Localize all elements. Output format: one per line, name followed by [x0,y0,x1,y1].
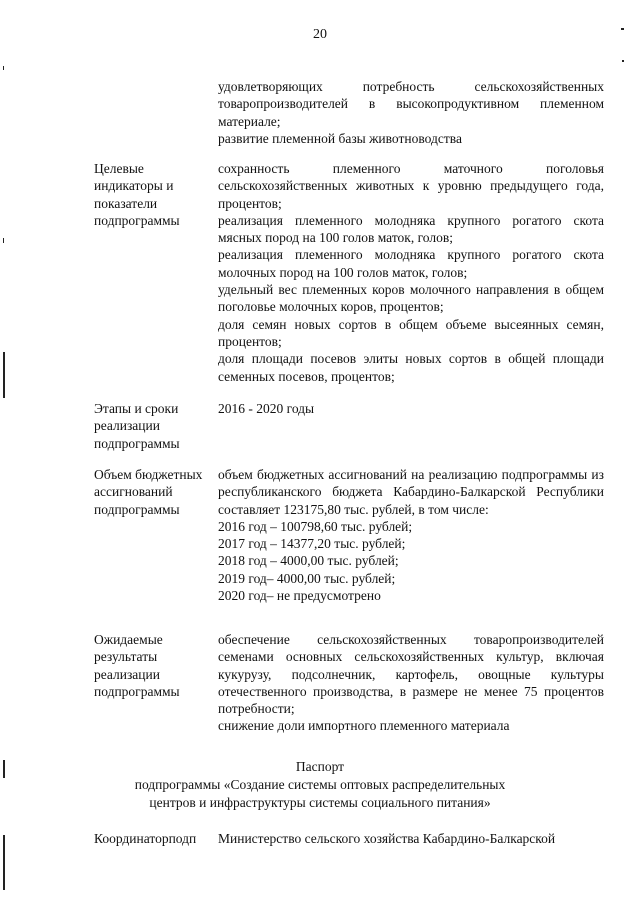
row-label: Координаторподп [94,831,197,846]
passport-subtitle-line1: подпрограммы «Создание системы оптовых распределительных [134,777,506,792]
list-item: удельный вес племенных коров молочного направления в общем поголовье молочных коров, процентов; [218,282,604,315]
scan-mark [3,238,4,243]
row-coordinator [94,830,610,847]
list-item: снижение доли импортного племенного материала [218,718,510,734]
scan-mark [3,835,5,890]
row-content [218,78,604,147]
list-item: развитие племенной базы животноводства [218,130,462,146]
row-content [218,400,604,417]
scan-mark [622,60,624,62]
row-content: Министерство сельского хозяйства Кабардино-Балкарской [218,831,556,846]
scan-mark [3,760,5,778]
list-item: 2019 год– 4000,00 тыс. рублей; [218,570,396,586]
row-label: Этапы и сроки реализации подпрограммы [94,401,180,451]
list-item: доля семян новых сортов в общем объеме высеянных семян, процентов; [218,316,604,349]
list-item: доля площади посевов элиты новых сортов в общей площади семенных посевов, процентов; [218,351,604,384]
list-item: сохранность племенного маточного поголовья сельскохозяйственных животных к уровню предыдущего года, процентов; [218,161,604,211]
list-item: 2018 год – 4000,00 тыс. рублей; [218,553,399,569]
list-item: 2020 год– не предусмотрено [218,588,381,604]
row-content [218,631,604,735]
row-content [218,466,604,604]
scan-mark [3,66,4,70]
row-content [218,160,604,385]
list-item: удовлетворяющих потребность сельскохозяйственных товаропроизводителей в высокопродуктивном племенном материале; [218,79,604,129]
page-number: 20 [313,27,327,42]
list-item: реализация племенного молодняка крупного рогатого скота молочных пород на 100 голов маток, голов; [218,247,604,280]
list-item: 2016 - 2020 годы [218,401,315,416]
list-item: 2017 год – 14377,20 тыс. рублей; [218,536,406,552]
list-item: объем бюджетных ассигнований на реализацию подпрограммы из республиканского бюджета Кабардино-Балкарской Республики составляет 123175,80 тыс. рублей, в том числе: [218,467,604,517]
list-item: реализация племенного молодняка крупного рогатого скота мясных пород на 100 голов маток, голов; [218,212,604,246]
row-label: Целевые индикаторы и показатели подпрограммы [94,161,180,228]
scan-mark [621,28,624,30]
scan-mark [3,352,5,398]
passport-subtitle-line2: центров и инфраструктуры системы социального питания» [149,795,491,810]
row-label: Объем бюджетных ассигнований подпрограммы [94,467,203,517]
list-item: обеспечение сельскохозяйственных товаропроизводителей семенами основных сельскохозяйственных культур, включая кукурузу, подсолнечник, картофель, овощные культуры отечественного производства, в размере не менее 75 процентов потребности; [218,632,604,717]
passport-title: Паспорт [295,759,345,774]
row-label: Ожидаемые результаты реализации подпрограммы [94,632,180,699]
list-item: 2016 год – 100798,60 тыс. рублей; [218,518,413,534]
